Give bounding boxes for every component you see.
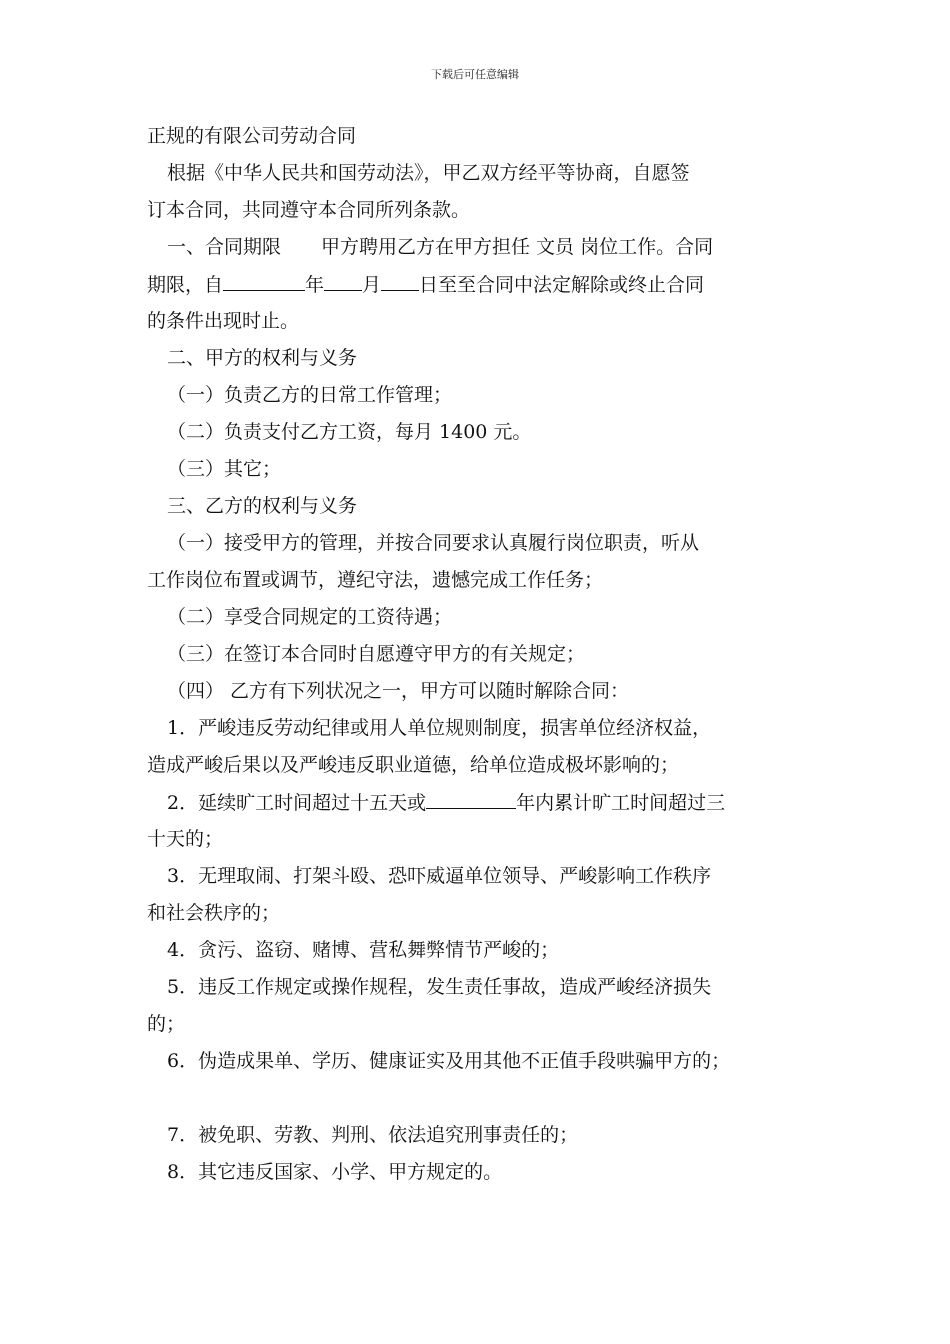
page-header: 下载后可任意编辑 xyxy=(431,68,519,81)
section-3-item: （一）接受甲方的管理，并按合同要求认真履行岗位职责，听从 xyxy=(167,532,700,554)
contract-body xyxy=(147,118,827,1191)
document-title: 正规的有限公司劳动合同 xyxy=(147,125,357,147)
section-1-period-line xyxy=(147,266,827,303)
clause-line: 6．伪造成果单、学历、健康证实及用其他不正值手段哄骗甲方的； xyxy=(167,1050,731,1072)
section-1-line xyxy=(147,229,827,266)
text-run: 期限，自 xyxy=(147,274,224,296)
clause-line: 的； xyxy=(147,1013,186,1035)
blank-year xyxy=(223,266,305,291)
section-2-item: （二）负责支付乙方工资，每月 1400 元。 xyxy=(167,421,532,443)
clause-line: 8．其它违反国家、小学、甲方规定的。 xyxy=(167,1161,503,1183)
section-1-line: 的条件出现时止。 xyxy=(147,310,300,332)
clause-line: 7．被免职、劳教、判刑、依法追究刑事责任的； xyxy=(167,1124,579,1146)
text-run: 月 xyxy=(362,274,382,296)
clause-line: 1．严峻违反劳动纪律或用人单位规则制度，损害单位经济权益， xyxy=(167,717,712,739)
clause-line: 十天的； xyxy=(147,828,224,850)
text-run: 2．延续旷工时间超过十五天或 xyxy=(167,792,427,814)
text-run: 年内累计旷工时间超过三 xyxy=(516,792,726,814)
blank-month xyxy=(324,266,362,291)
text-run: 日至至合同中法定解除或终止合同 xyxy=(419,274,705,296)
clause-line: 5．违反工作规定或操作规程，发生责任事故，造成严峻经济损失 xyxy=(167,976,712,998)
clause-line: 造成严峻后果以及严峻违反职业道德，给单位造成极坏影响的； xyxy=(147,754,680,776)
clause-line: 3．无理取闹、打架斗殴、恐吓威逼单位领导、严峻影响工作秩序 xyxy=(167,865,712,887)
empty-line xyxy=(147,1080,827,1117)
section-2-item: （三）其它； xyxy=(167,458,282,480)
text-run: 年 xyxy=(305,274,325,296)
section-3-item: （四） 乙方有下列状况之一，甲方可以随时解除合同： xyxy=(167,680,630,702)
clause-line: 4．贪污、盗窃、赌博、营私舞弊情节严峻的； xyxy=(167,939,560,961)
section-2-item: （一）负责乙方的日常工作管理； xyxy=(167,384,453,406)
clause-line: 和社会秩序的； xyxy=(147,902,281,924)
intro-line: 根据《中华人民共和国劳动法》，甲乙双方经平等协商，自愿签 xyxy=(167,162,690,184)
section-2-heading: 二、甲方的权利与义务 xyxy=(167,347,358,369)
intro-line: 订本合同，共同遵守本合同所列条款。 xyxy=(147,199,471,221)
section-3-item: 工作岗位布置或调节，遵纪守法，遗憾完成工作任务； xyxy=(147,569,604,591)
blank-field xyxy=(426,784,516,809)
section-1-heading: 一、合同期限 xyxy=(167,236,282,258)
section-3-item: （三）在签订本合同时自愿遵守甲方的有关规定； xyxy=(167,643,586,665)
blank-day xyxy=(381,266,419,291)
section-3-item: （二）享受合同规定的工资待遇； xyxy=(167,606,453,628)
section-1-text: 甲方聘用乙方在甲方担任 文员 岗位工作。合同 xyxy=(321,236,714,258)
section-3-heading: 三、乙方的权利与义务 xyxy=(167,495,358,517)
clause-line xyxy=(147,784,827,821)
